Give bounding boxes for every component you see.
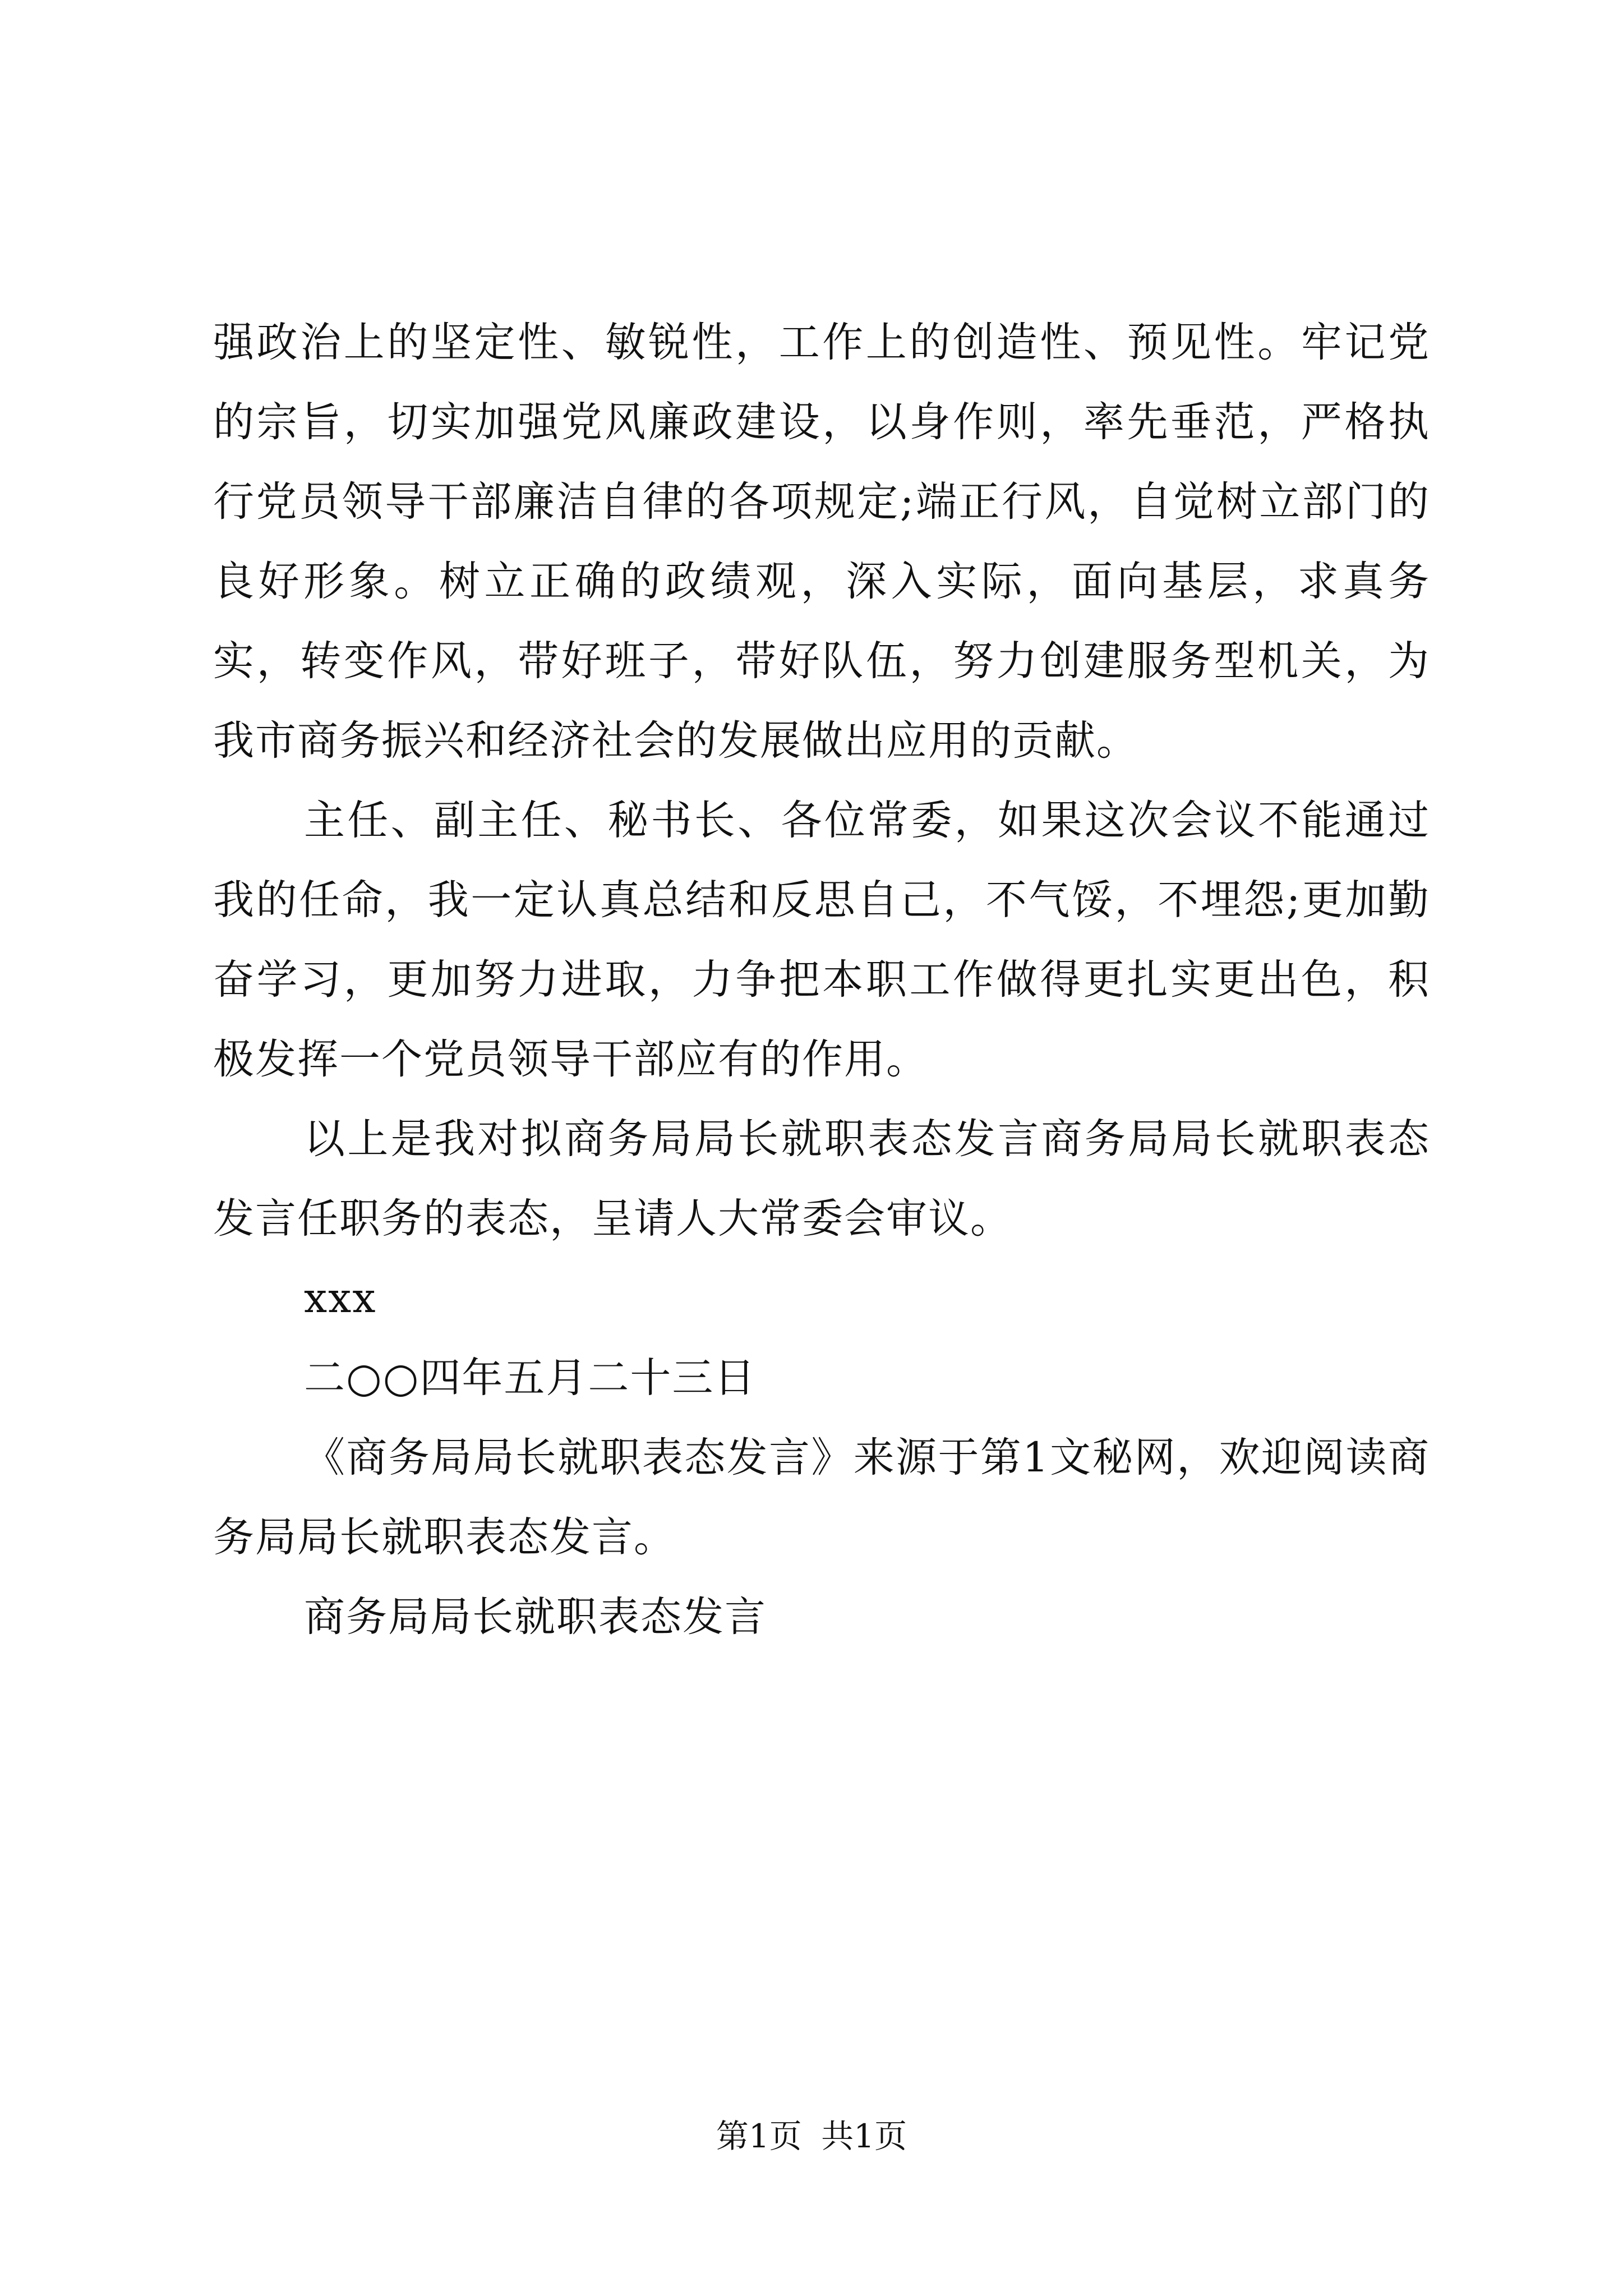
page-footer xyxy=(0,2114,1623,2159)
signature-name: xxx xyxy=(304,1274,377,1322)
signature-date: 二○○四年五月二十三日 xyxy=(304,1354,757,1402)
page-total: 共1页 xyxy=(821,2117,907,2155)
paragraph-conclusion: 以上是我对拟商务局局长就职表态发言商务局局长就职表态发言任职务的表态，呈请人大常委会审议。 xyxy=(213,1115,1430,1243)
closing-title: 商务局局长就职表态发言 xyxy=(304,1593,767,1641)
document-body xyxy=(213,303,1430,1657)
paragraph-continuation: 强政治上的坚定性、敏锐性，工作上的创造性、预见性。牢记党的宗旨，切实加强党风廉政建设，以身作则，率先垂范，严格执行党员领导干部廉洁自律的各项规定;端正行风，自觉树立部门的良好形象。树立正确的政绩观，深入实际，面向基层，求真务实，转变作风，带好班子，带好队伍，努力创建服务型机关，为我市商务振兴和经济社会的发展做出应用的贡献。 xyxy=(213,319,1430,765)
paragraph-appeal: 主任、副主任、秘书长、各位常委，如果这次会议不能通过我的任命，我一定认真总结和反思自己，不气馁，不埋怨;更加勤奋学习，更加努力进取，力争把本职工作做得更扎实更出色，积极发挥一个党员领导干部应有的作用。 xyxy=(213,797,1430,1083)
page-number: 第1页 xyxy=(716,2117,802,2155)
source-note: 《商务局局长就职表态发言》来源于第1文秘网，欢迎阅读商务局局长就职表态发言。 xyxy=(213,1434,1430,1561)
